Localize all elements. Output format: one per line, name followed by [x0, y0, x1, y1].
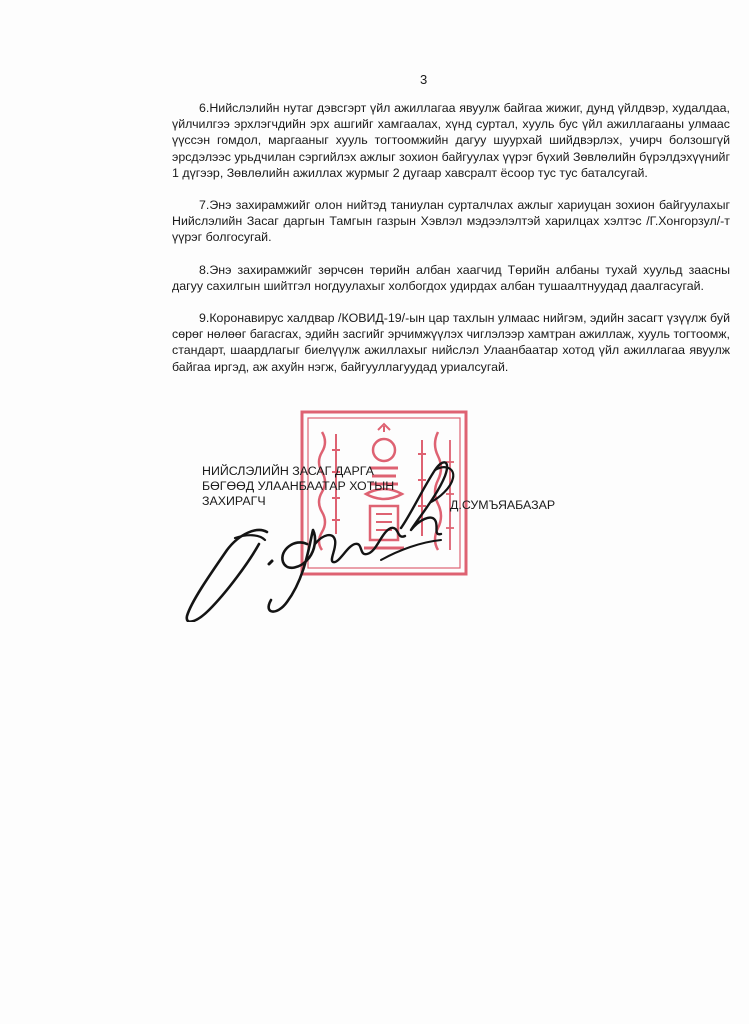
paragraph-9: 9.Коронавирус халдвар /КОВИД-19/-ын цар тахлын улмаас нийгэм, эдийн засагт үзүүлж буй сөрөг нөлөөг багасгах, эдийн засгийг эрчимжүүлэх чиглэлээр хамтран ажиллаж, хууль тогтоомж, стандарт, шаардлагыг биелүүлж ажиллахыг нийслэл Улаанбаатар хотод үйл ажиллагаа явуулж байгаа иргэд, аж ахуйн нэгж, байгууллагуудад уриалсугай. — [172, 311, 730, 374]
document-body — [172, 100, 730, 375]
signatory-title-line-2: БӨГӨӨД УЛААНБААТАР ХОТЫН — [202, 479, 395, 493]
signatory-title-line-3: ЗАХИРАГЧ — [202, 494, 266, 508]
signatory-title-line-1: НИЙСЛЭЛИЙН ЗАСАГ ДАРГА — [202, 464, 374, 478]
page-number: 3 — [420, 72, 428, 87]
signatory-name: Д.СУМЪЯАБАЗАР — [450, 498, 556, 512]
handwritten-signature — [175, 452, 475, 622]
paragraph-8: 8.Энэ захирамжийг зөрчсөн төрийн албан хаагчид Төрийн албаны тухай хуульд заасны дагуу сахилгын шийтгэл ногдуулахыг холбогдох удирдах албан тушаалтнуудад даалгасугай. — [172, 262, 730, 293]
paragraph-7: 7.Энэ захирамжийг олон нийтэд таниулан сурталчлах ажлыг хариуцан зохион байгуулахыг Нийслэлийн Засаг даргын Тамгын газрын Хэвлэл мэдээлэлтэй харилцах хэлтэс /Г.Хонгорзул/-т үүрэг болгосугай. — [172, 198, 730, 245]
paragraph-6: 6.Нийслэлийн нутаг дэвсгэрт үйл ажиллагаа явуулж байгаа жижиг, дунд үйлдвэр, худалдаа, үйлчилгээ эрхлэгчдийн эрх ашгийг хамгаалах, хүнд суртал, хууль бус үйл ажиллагааны улмаас үүссэн гомдол, маргааныг хууль тогтоомжийн дагуу шуурхай шийдвэрлэх, учирч болзошгүй эрсдэлээс урьдчилан сэргийлэх ажлыг зохион байгуулах үүрэг бүхий Зөвлөлийн бүрэлдэхүүнийг 1 дүгээр, Зөвлөлийн ажиллах журмыг 2 дугаар хавсралт ёсоор тус тус баталсугай. — [172, 101, 730, 180]
